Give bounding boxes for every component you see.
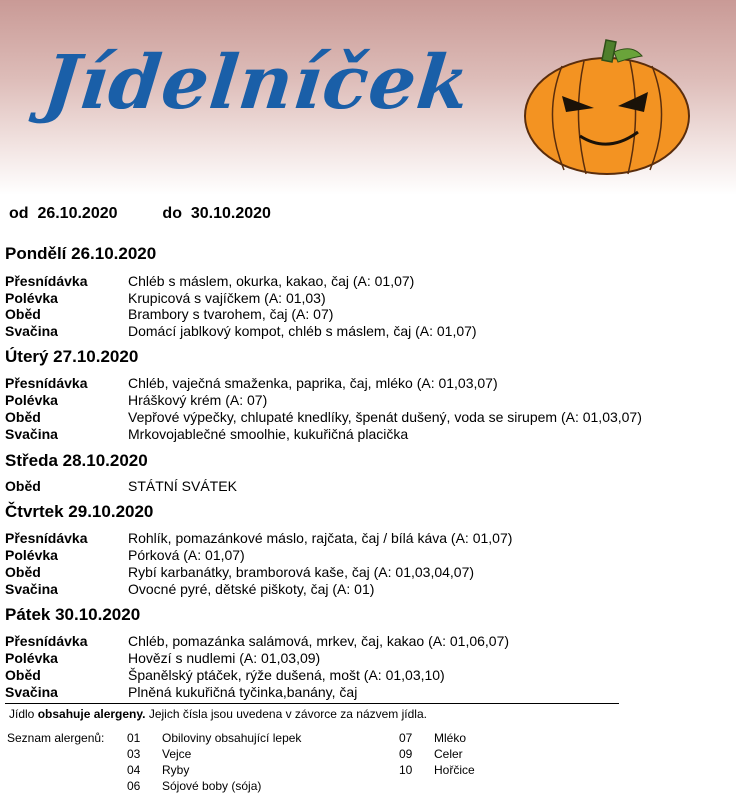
allergen-name: Ryby [162,763,190,777]
meal-label: Svačina [5,581,58,597]
allergen-name: Celer [434,747,463,761]
day-heading: Úterý 27.10.2020 [5,347,139,366]
meal-label: Přesnídávka [5,273,88,289]
meal-label: Oběd [5,478,41,494]
divider [5,703,619,704]
meal-dish: Pórková (A: 01,07) [128,547,245,563]
meal-dish: Španělský ptáček, rýže dušená, mošt (A: 01,03,10) [128,667,445,683]
meal-label: Oběd [5,409,41,425]
meal-dish: Krupicová s vajíčkem (A: 01,03) [128,290,326,306]
date-range [9,205,271,223]
meal-dish: Vepřové výpečky, chlupaté knedlíky, špenát dušený, voda se sirupem (A: 01,03,07) [128,409,642,425]
meal-label: Polévka [5,547,58,563]
meal-label: Přesnídávka [5,530,88,546]
meal-dish: Hovězí s nudlemi (A: 01,03,09) [128,650,321,666]
allergen-code: 04 [127,763,141,777]
meal-label: Svačina [5,426,58,442]
meal-dish: Plněná kukuřičná tyčinka,banány, čaj [128,684,358,700]
allergen-name: Hořčice [434,763,475,777]
range-to-date: 30.10.2020 [190,205,271,222]
meal-dish: Chléb s máslem, okurka, kakao, čaj (A: 01,07) [128,273,415,289]
meal-label: Polévka [5,392,58,408]
allergen-note-bold: obsahuje alergeny. [37,707,146,721]
meal-label: Svačina [5,323,58,339]
meal-label: Oběd [5,306,41,322]
meal-label: Oběd [5,667,41,683]
meal-dish: Rybí karbanátky, bramborová kaše, čaj (A: 01,03,04,07) [128,564,475,580]
meal-dish: Ovocné pyré, dětské piškoty, čaj (A: 01) [128,581,375,597]
meal-label: Oběd [5,564,41,580]
meal-dish: Domácí jablkový kompot, chléb s máslem, čaj (A: 01,07) [128,323,477,339]
allergen-name: Mléko [434,731,467,745]
allergen-code: 06 [127,779,141,793]
allergen-code: 09 [399,747,413,761]
allergen-list-label: Seznam alergenů: [7,731,105,745]
allergen-code: 07 [399,731,413,745]
allergen-name: Sójové boby (sója) [162,779,262,793]
range-from-date: 26.10.2020 [37,205,118,222]
meal-dish: Chléb, vaječná smaženka, paprika, čaj, mléko (A: 01,03,07) [128,375,498,391]
allergen-name: Obiloviny obsahující lepek [162,731,302,745]
meal-dish: Mrkovojablečné smoolhie, kukuřičná placička [128,426,409,442]
meal-dish: Brambory s tvarohem, čaj (A: 07) [128,306,334,322]
day-heading: Pondělí 26.10.2020 [5,244,157,263]
meal-dish: STÁTNÍ SVÁTEK [128,478,237,494]
pumpkin-icon [522,36,692,176]
meal-dish: Rohlík, pomazánkové máslo, rajčata, čaj / bílá káva (A: 01,07) [128,530,513,546]
allergen-code: 03 [127,747,141,761]
meal-dish: Chléb, pomazánka salámová, mrkev, čaj, kakao (A: 01,06,07) [128,633,510,649]
range-from-label: od [9,205,29,222]
meal-dish: Hráškový krém (A: 07) [128,392,268,408]
day-heading: Středa 28.10.2020 [5,451,148,470]
meal-label: Svačina [5,684,58,700]
allergen-note: Jídlo obsahuje alergeny. Jejich čísla jsou uvedena v závorce za názvem jídla. [9,707,427,721]
meal-label: Polévka [5,290,58,306]
meal-label: Polévka [5,650,58,666]
day-heading: Pátek 30.10.2020 [5,605,141,624]
meal-label: Přesnídávka [5,633,88,649]
range-to-label: do [162,205,182,222]
day-heading: Čtvrtek 29.10.2020 [5,502,154,521]
meal-label: Přesnídávka [5,375,88,391]
allergen-code: 01 [127,731,141,745]
page-title: Jídelníček [39,40,474,126]
allergen-name: Vejce [162,747,192,761]
allergen-code: 10 [399,763,413,777]
